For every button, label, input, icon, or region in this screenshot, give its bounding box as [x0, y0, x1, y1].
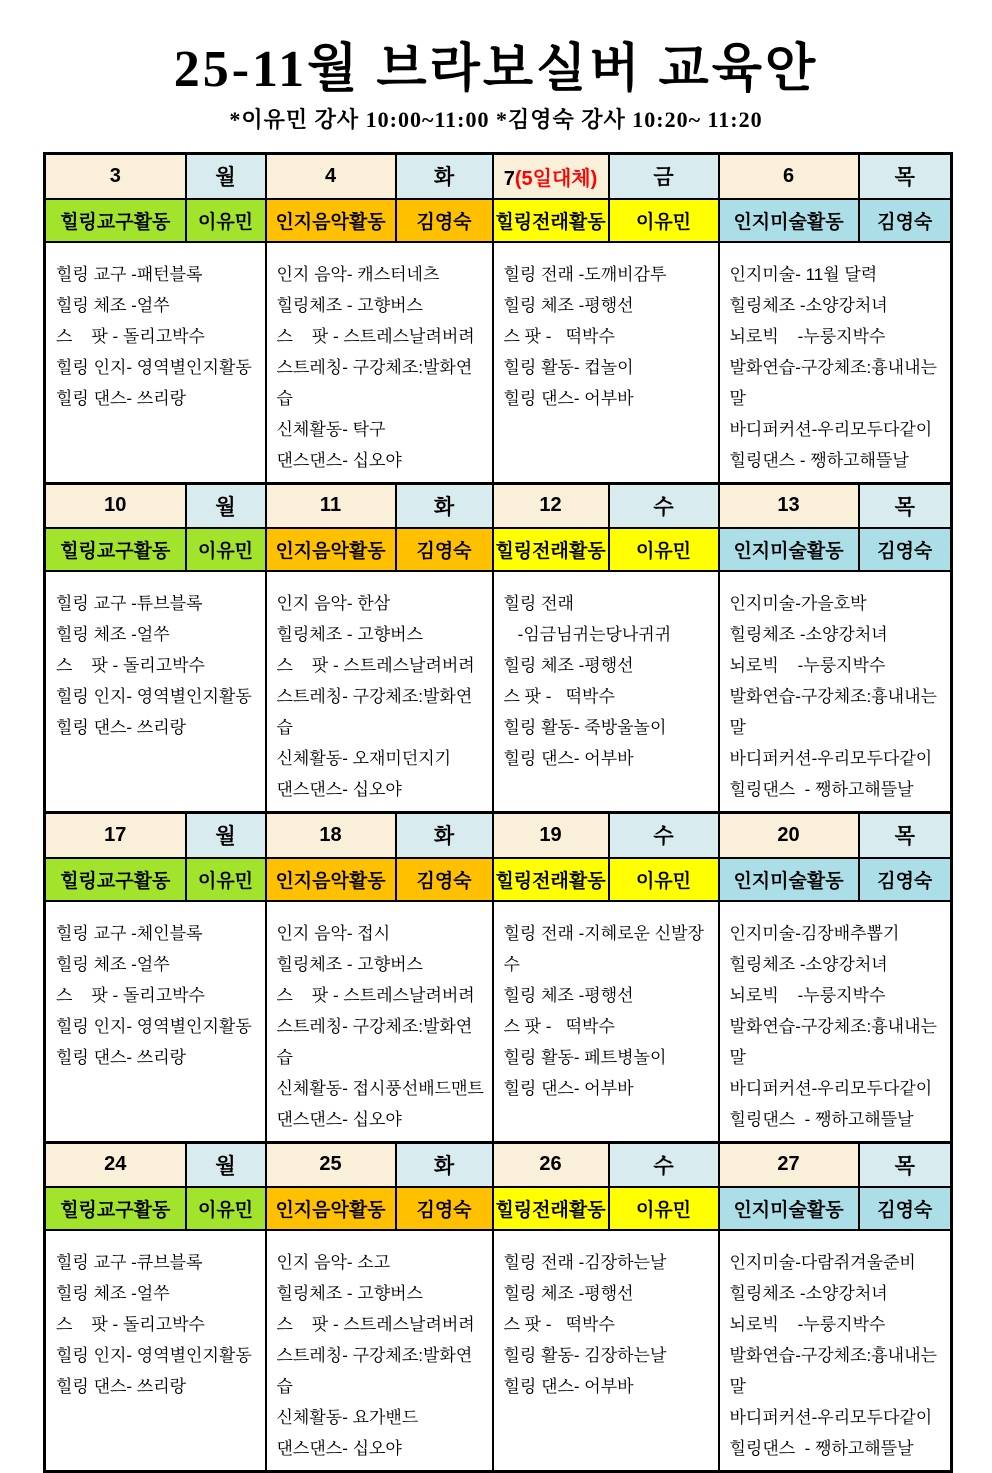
content-line: 힐링체조 -소양강처녀: [729, 1284, 888, 1303]
activity-cell: 힐링교구활동: [45, 199, 186, 242]
date-cell: [266, 483, 396, 528]
day-of-week-cell: 월: [186, 1142, 266, 1187]
content-line: 인지미술-다람쥐겨울준비: [729, 1253, 916, 1272]
date-cell: [45, 483, 186, 528]
content-line: 댄스댄스- 십오야: [276, 780, 402, 799]
content-line: 힐링 교구 -큐브블록: [56, 1253, 203, 1272]
lesson-content-cell: [719, 1230, 952, 1472]
lesson-content-cell: [493, 1230, 719, 1472]
date-note: (5일대체): [514, 167, 598, 190]
day-of-week-cell: 화: [396, 154, 493, 199]
week-activity-row: [45, 858, 952, 901]
day-of-week-cell: 목: [859, 813, 952, 858]
day-of-week-cell: 목: [859, 483, 952, 528]
content-line: 힐링 전래 -김장하는날: [503, 1253, 667, 1272]
content-line: 힐링댄스 - 쨍하고해뜰날: [729, 450, 909, 470]
content-line: 뇌로빅 -누룽지박수: [729, 326, 886, 346]
activity-cell: 힐링전래활동: [493, 528, 609, 571]
content-line: 힐링 활동- 페트병놀이: [503, 1047, 667, 1067]
date-number: 10: [104, 494, 127, 517]
teacher-cell: 김영숙: [859, 858, 952, 901]
activity-cell: 인지미술활동: [719, 1187, 859, 1230]
content-line: 스 팟 - 스트레스날려버려: [276, 656, 475, 675]
content-line: 뇌로빅 -누룽지박수: [729, 985, 886, 1005]
activity-cell: 힐링교구활동: [45, 858, 186, 901]
teacher-cell: 김영숙: [396, 528, 493, 571]
content-line: -임금님귀는당나귀귀: [503, 625, 672, 644]
lesson-content-cell: [45, 1230, 266, 1472]
content-line: 바디퍼커션-우리모두다같이: [729, 1078, 933, 1098]
content-line: 힐링 인지- 영역별인지활동: [56, 357, 252, 377]
content-line: 스 팟 - 떡박수: [503, 1315, 615, 1334]
content-line: 스 팟 - 떡박수: [503, 326, 615, 346]
date-cell: [45, 1142, 186, 1187]
content-line: 힐링체조 - 고향버스: [276, 625, 423, 644]
activity-cell: 인지음악활동: [266, 1187, 396, 1230]
activity-cell: 인지음악활동: [266, 858, 396, 901]
date-cell: [493, 154, 609, 199]
date-number: 4: [324, 164, 337, 187]
content-line: 힐링 인지- 영역별인지활동: [56, 1346, 252, 1365]
content-line: 힐링 인지- 영역별인지활동: [56, 1016, 252, 1036]
content-line: 스트레칭- 구강체조:발화연습: [276, 1346, 473, 1396]
date-cell: [719, 1142, 859, 1187]
content-line: 힐링댄스 - 쨍하고해뜰날: [729, 1109, 914, 1129]
teacher-cell: 이유민: [609, 199, 719, 242]
content-line: 발화연습-구강체조:흉내내는말: [729, 357, 937, 408]
content-line: 힐링 체조 -얼쑤: [56, 954, 170, 974]
content-line: 스 팟 - 떡박수: [503, 1016, 615, 1036]
content-line: 발화연습-구강체조:흉내내는말: [729, 1016, 937, 1067]
content-line: 힐링 활동- 컵놀이: [503, 357, 634, 377]
content-line: 힐링 인지- 영역별인지활동: [56, 687, 252, 706]
date-number: 20: [777, 823, 800, 846]
content-line: 인지 음악- 캐스터네츠: [276, 264, 440, 284]
content-line: 힐링 교구 -패턴블록: [56, 264, 203, 284]
content-line: 인지미술-가을호박: [729, 594, 867, 613]
activity-cell: 인지미술활동: [719, 858, 859, 901]
teacher-cell: 이유민: [186, 1187, 266, 1230]
teacher-cell: 이유민: [609, 1187, 719, 1230]
content-line: 힐링 댄스- 어부바: [503, 1078, 634, 1098]
date-number: 6: [782, 164, 795, 187]
date-number: 24: [104, 1153, 127, 1176]
content-line: 신체활동- 오재미던지기: [276, 749, 452, 768]
date-cell: [719, 154, 859, 199]
schedule-body: [45, 154, 952, 1472]
day-of-week-cell: 월: [186, 483, 266, 528]
content-line: 스 팟 - 돌리고박수: [56, 1315, 205, 1334]
teacher-cell: 김영숙: [396, 1187, 493, 1230]
date-number: 27: [777, 1153, 800, 1176]
content-line: 힐링 댄스- 어부바: [503, 749, 634, 768]
content-line: 힐링체조 -소양강처녀: [729, 625, 888, 644]
schedule-table: [43, 152, 953, 1473]
teacher-cell: 이유민: [186, 199, 266, 242]
content-line: 힐링체조 - 고향버스: [276, 954, 423, 974]
lesson-content-cell: [493, 901, 719, 1143]
content-line: 힐링체조 - 고향버스: [276, 295, 423, 315]
content-line: 힐링 체조 -평행선: [503, 656, 634, 675]
date-number: 13: [777, 494, 800, 517]
content-line: 발화연습-구강체조:흉내내는말: [729, 687, 937, 737]
lesson-content-cell: [266, 901, 493, 1143]
schedule-page: [0, 26, 992, 1473]
content-line: 힐링 댄스- 어부바: [503, 388, 634, 408]
day-of-week-cell: 화: [396, 813, 493, 858]
activity-cell: 인지미술활동: [719, 199, 859, 242]
content-line: 인지 음악- 한삼: [276, 594, 391, 613]
week-content-row: [45, 901, 952, 1143]
date-cell: [45, 154, 186, 199]
date-number: 18: [319, 823, 342, 846]
week-activity-row: [45, 199, 952, 242]
content-line: 인지미술- 11월 달력: [729, 264, 878, 284]
date-cell: [266, 1142, 396, 1187]
lesson-content-cell: [45, 571, 266, 813]
lesson-content-cell: [45, 242, 266, 484]
content-line: 스트레칭- 구강체조:발화연습: [276, 357, 473, 408]
date-number: 12: [539, 494, 562, 517]
content-line: 스트레칭- 구강체조:발화연습: [276, 1016, 473, 1067]
day-of-week-cell: 목: [859, 154, 952, 199]
content-line: 스 팟 - 돌리고박수: [56, 985, 205, 1005]
content-line: 힐링 체조 -평행선: [503, 1284, 634, 1303]
week-date-row: [45, 1142, 952, 1187]
day-of-week-cell: 월: [186, 154, 266, 199]
lesson-content-cell: [266, 571, 493, 813]
date-cell: [719, 813, 859, 858]
content-line: 댄스댄스- 십오야: [276, 1439, 402, 1458]
date-cell: [493, 813, 609, 858]
content-line: 힐링 교구 -체인블록: [56, 923, 203, 943]
content-line: 신체활동- 탁구: [276, 419, 386, 439]
activity-cell: 힐링전래활동: [493, 858, 609, 901]
activity-cell: 인지음악활동: [266, 199, 396, 242]
week-content-row: [45, 1230, 952, 1472]
content-line: 힐링 댄스- 쓰리랑: [56, 388, 187, 408]
lesson-content-cell: [719, 901, 952, 1143]
date-number: 7: [503, 167, 515, 190]
content-line: 바디퍼커션-우리모두다같이: [729, 1408, 933, 1427]
date-cell: [266, 813, 396, 858]
content-line: 스 팟 - 스트레스날려버려: [276, 985, 475, 1005]
content-line: 발화연습-구강체조:흉내내는말: [729, 1346, 937, 1396]
activity-cell: 힐링전래활동: [493, 199, 609, 242]
content-line: 스 팟 - 돌리고박수: [56, 326, 205, 346]
content-line: 댄스댄스- 십오야: [276, 1109, 402, 1129]
lesson-content-cell: [266, 1230, 493, 1472]
week-date-row: [45, 154, 952, 199]
activity-cell: 힐링교구활동: [45, 528, 186, 571]
teacher-cell: 김영숙: [859, 1187, 952, 1230]
content-line: 힐링 전래 -지혜로운 신발장수: [503, 923, 704, 974]
date-cell: [45, 813, 186, 858]
content-line: 인지 음악- 접시: [276, 923, 391, 943]
content-line: 인지미술-김장배추뽑기: [729, 923, 900, 943]
content-line: 인지 음악- 소고: [276, 1253, 391, 1272]
lesson-content-cell: [719, 571, 952, 813]
content-line: 힐링 체조 -얼쑤: [56, 625, 170, 644]
date-number: 3: [109, 164, 121, 187]
content-line: 바디퍼커션-우리모두다같이: [729, 419, 933, 439]
lesson-content-cell: [45, 901, 266, 1143]
week-content-row: [45, 571, 952, 813]
activity-cell: 인지음악활동: [266, 528, 396, 571]
week-date-row: [45, 813, 952, 858]
lesson-content-cell: [719, 242, 952, 484]
week-activity-row: [45, 1187, 952, 1230]
content-line: 힐링 전래: [503, 594, 574, 613]
lesson-content-cell: [493, 571, 719, 813]
content-line: 힐링 전래 -도깨비감투: [503, 264, 667, 284]
content-line: 힐링 댄스- 쓰리랑: [56, 718, 187, 737]
content-line: 힐링체조 - 고향버스: [276, 1284, 423, 1303]
date-number: 19: [539, 823, 562, 846]
content-line: 힐링댄스 - 쨍하고해뜰날: [729, 780, 914, 799]
content-line: 스 팟 - 돌리고박수: [56, 656, 205, 675]
date-cell: [266, 154, 396, 199]
day-of-week-cell: 수: [609, 483, 719, 528]
teacher-cell: 이유민: [186, 528, 266, 571]
content-line: 힐링체조 -소양강처녀: [729, 295, 888, 315]
content-line: 뇌로빅 -누룽지박수: [729, 1315, 886, 1334]
week-date-row: [45, 483, 952, 528]
lesson-content-cell: [493, 242, 719, 484]
teacher-cell: 김영숙: [859, 528, 952, 571]
date-number: 17: [104, 823, 127, 846]
date-cell: [719, 483, 859, 528]
content-line: 힐링 활동- 김장하는날: [503, 1346, 667, 1365]
content-line: 신체활동- 요가밴드: [276, 1408, 419, 1427]
content-line: 스 팟 - 스트레스날려버려: [276, 326, 475, 346]
content-line: 힐링 댄스- 어부바: [503, 1377, 634, 1396]
content-line: 바디퍼커션-우리모두다같이: [729, 749, 933, 768]
content-line: 스 팟 - 스트레스날려버려: [276, 1315, 475, 1334]
activity-cell: 인지미술활동: [719, 528, 859, 571]
teacher-cell: 이유민: [609, 528, 719, 571]
date-cell: [493, 1142, 609, 1187]
content-line: 스트레칭- 구강체조:발화연습: [276, 687, 473, 737]
teacher-cell: 김영숙: [396, 199, 493, 242]
day-of-week-cell: 화: [396, 483, 493, 528]
content-line: 뇌로빅 -누룽지박수: [729, 656, 886, 675]
content-line: 힐링 체조 -얼쑤: [56, 295, 170, 315]
activity-cell: 힐링전래활동: [493, 1187, 609, 1230]
teacher-cell: 김영숙: [859, 199, 952, 242]
content-line: 신체활동- 접시풍선배드맨트: [276, 1078, 484, 1098]
day-of-week-cell: 목: [859, 1142, 952, 1187]
content-line: 힐링 체조 -얼쑤: [56, 1284, 170, 1303]
day-of-week-cell: 월: [186, 813, 266, 858]
content-line: 힐링체조 -소양강처녀: [729, 954, 888, 974]
content-line: 스 팟 - 떡박수: [503, 687, 615, 706]
content-line: 힐링 체조 -평행선: [503, 295, 634, 315]
date-cell: [493, 483, 609, 528]
page-subtitle: *이유민 강사 10:00~11:00 *김영숙 강사 10:20~ 11:20: [229, 107, 763, 132]
content-line: 힐링 체조 -평행선: [503, 985, 634, 1005]
day-of-week-cell: 수: [609, 1142, 719, 1187]
date-number: 26: [539, 1153, 562, 1176]
teacher-cell: 이유민: [186, 858, 266, 901]
lesson-content-cell: [266, 242, 493, 484]
week-activity-row: [45, 528, 952, 571]
day-of-week-cell: 수: [609, 813, 719, 858]
content-line: 힐링 댄스- 쓰리랑: [56, 1377, 187, 1396]
teacher-cell: 이유민: [609, 858, 719, 901]
date-number: 25: [319, 1153, 342, 1176]
content-line: 댄스댄스- 십오야: [276, 450, 402, 470]
content-line: 힐링 활동- 죽방울놀이: [503, 718, 667, 737]
page-title: 25-11월 브라보실버 교육안: [173, 41, 819, 98]
activity-cell: 힐링교구활동: [45, 1187, 186, 1230]
date-number: 11: [319, 494, 342, 517]
day-of-week-cell: 금: [609, 154, 719, 199]
content-line: 힐링 댄스- 쓰리랑: [56, 1047, 187, 1067]
content-line: 힐링 교구 -튜브블록: [56, 594, 203, 613]
day-of-week-cell: 화: [396, 1142, 493, 1187]
week-content-row: [45, 242, 952, 484]
teacher-cell: 김영숙: [396, 858, 493, 901]
content-line: 힐링댄스 - 쨍하고해뜰날: [729, 1439, 914, 1458]
